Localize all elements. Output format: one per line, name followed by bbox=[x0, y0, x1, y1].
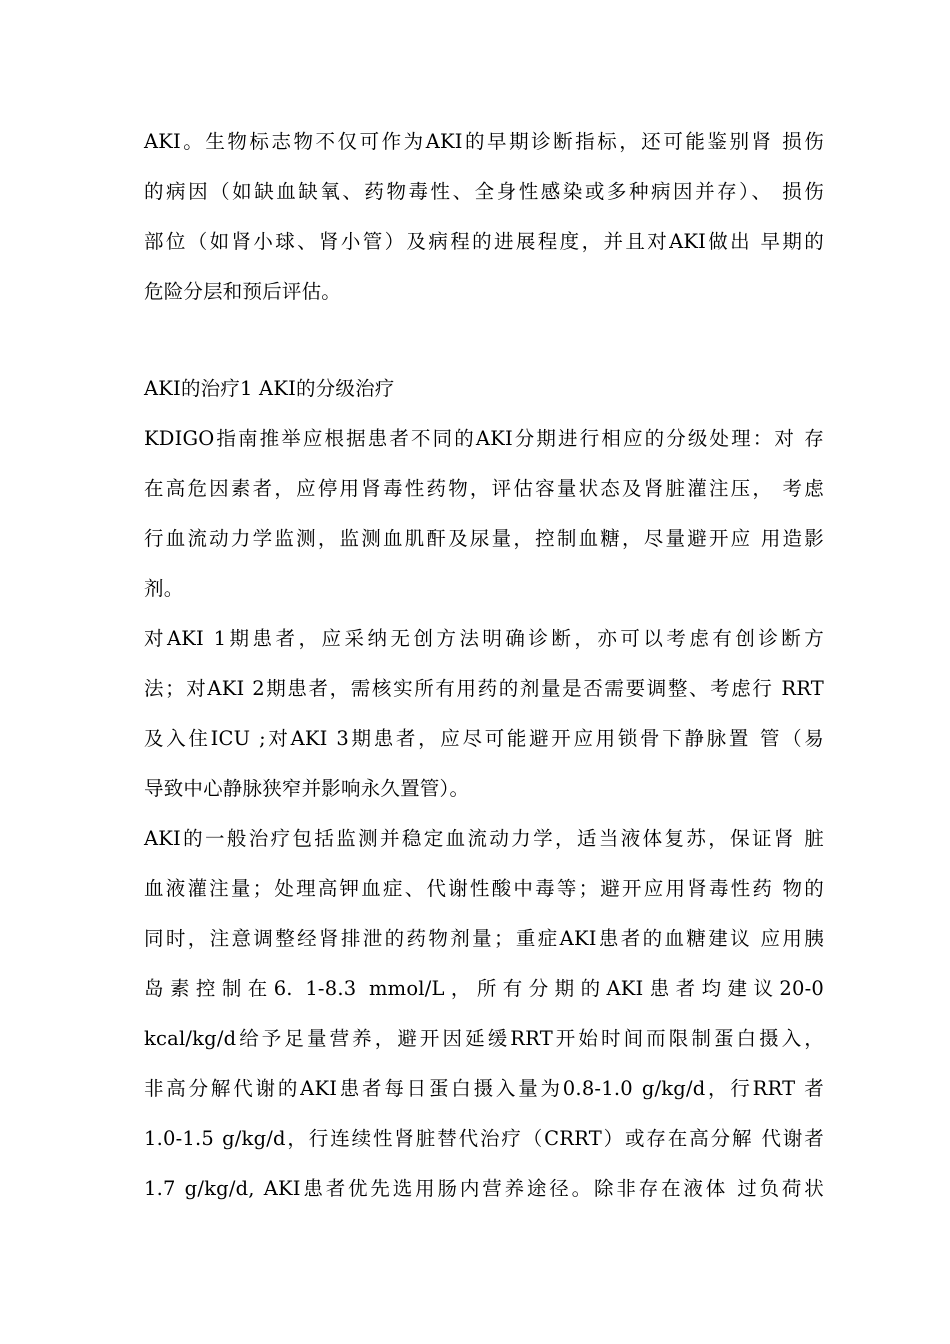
paragraph-4-line-3: 同时，注意调整经肾排泄的药物剂量；重症AKI患者的血糖建议 应用胰 bbox=[144, 927, 824, 950]
paragraph-4-line-5: kcal/kg/d给予足量营养，避开因延缓RRT开始时间而限制蛋白摄入， bbox=[144, 1027, 824, 1050]
paragraph-1-line-3: 部位（如肾小球、肾小管）及病程的进展程度，并且对AKI做出 早期的 bbox=[144, 230, 824, 253]
paragraph-4-line-2: 血液灌注量；处理高钾血症、代谢性酸中毒等；避开应用肾毒性药 物的 bbox=[144, 877, 824, 900]
paragraph-2-line-4: 剂。 bbox=[144, 577, 184, 600]
paragraph-2-line-1: KDIGO指南推举应根据患者不同的AKI分期进行相应的分级处理：对 存 bbox=[144, 427, 824, 450]
paragraph-3-line-3: 及入住ICU ;对AKI 3期患者，应尽可能避开应用锁骨下静脉置 管（易 bbox=[144, 727, 824, 750]
paragraph-1-line-4: 危险分层和预后评估。 bbox=[144, 280, 342, 303]
paragraph-4-line-4: 岛素控制在6. 1-8.3 mmol/L，所有分期的AKI患者均建议20-0 bbox=[144, 977, 824, 1000]
paragraph-4-line-7: 1.0-1.5 g/kg/d，行连续性肾脏替代治疗（CRRT）或存在高分解 代谢者 bbox=[144, 1127, 824, 1150]
paragraph-3-line-2: 法；对AKI 2期患者，需核实所有用药的剂量是否需要调整、考虑行 RRT bbox=[144, 677, 824, 700]
paragraph-3-line-1: 对AKI 1期患者，应采纳无创方法明确诊断，亦可以考虑有创诊断方 bbox=[144, 627, 824, 650]
paragraph-2-line-3: 行血流动力学监测，监测血肌酐及尿量，控制血糖，尽量避开应 用造影 bbox=[144, 527, 824, 550]
paragraph-1-line-2: 的病因（如缺血缺氧、药物毒性、全身性感染或多种病因并存）、 损伤 bbox=[144, 180, 824, 203]
paragraph-3-line-4: 导致中心静脉狭窄并影响永久置管）。 bbox=[144, 777, 470, 800]
paragraph-1-line-1: AKI。生物标志物不仅可作为AKI的早期诊断指标，还可能鉴别肾 损伤 bbox=[144, 130, 824, 153]
paragraph-4-line-6: 非高分解代谢的AKI患者每日蛋白摄入量为0.8-1.0 g/kg/d，行RRT 者 bbox=[144, 1077, 824, 1100]
section-heading: AKI的治疗1 AKI的分级治疗 bbox=[144, 377, 395, 400]
paragraph-4-line-8: 1.7 g/kg/d, AKI患者优先选用肠内营养途径。除非存在液体 过负荷状 bbox=[144, 1177, 824, 1200]
paragraph-2-line-2: 在高危因素者，应停用肾毒性药物，评估容量状态及肾脏灌注压， 考虑 bbox=[144, 477, 824, 500]
paragraph-4-line-1: AKI的一般治疗包括监测并稳定血流动力学，适当液体复苏，保证肾 脏 bbox=[144, 827, 824, 850]
